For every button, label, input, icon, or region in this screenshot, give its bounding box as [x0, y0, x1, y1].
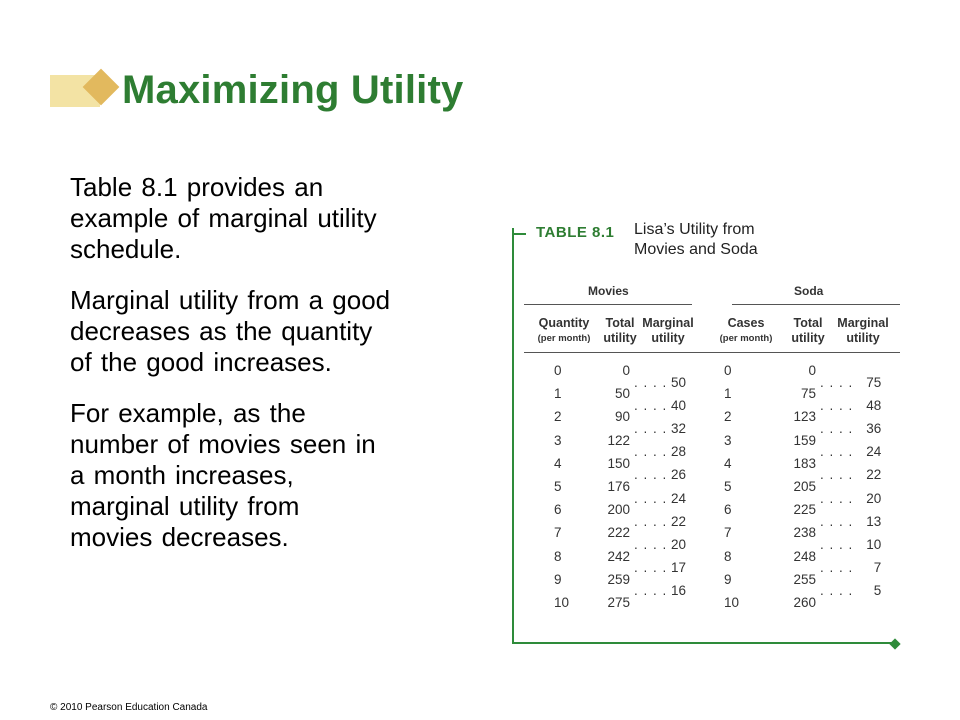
soda-cases-cell: 2	[724, 409, 732, 425]
movies-marginal-cell	[634, 514, 686, 529]
marginal-value: 28	[667, 444, 687, 460]
marginal-value: 5	[873, 583, 882, 599]
movies-marginal-cell	[634, 560, 686, 575]
paragraph-line: number of movies seen in	[70, 429, 376, 459]
marginal-value: 7	[873, 560, 882, 576]
movies-quantity-cell: 7	[554, 525, 562, 541]
table-caption	[634, 220, 854, 260]
leader-dots: . . . .	[634, 397, 668, 413]
soda-marginal-cell	[820, 375, 881, 390]
movies-total-cell: 90	[614, 409, 630, 425]
movies-marginal-cell	[634, 421, 686, 436]
movies-marginal-cell	[634, 491, 686, 506]
soda-marginal-cell	[820, 467, 881, 482]
group-label-movies: Movies	[588, 284, 629, 298]
header-text: utility	[603, 331, 637, 345]
header-text: Total	[793, 316, 823, 330]
marginal-value: 10	[866, 536, 882, 552]
caption-line: Movies and Soda	[634, 241, 758, 258]
movies-quantity-cell: 1	[554, 386, 562, 402]
movies-total-cell: 275	[607, 595, 630, 610]
paragraph-3	[70, 398, 470, 553]
soda-total-cell: 183	[793, 455, 816, 471]
leader-dots: . . . .	[634, 560, 668, 576]
leader-dots: . . . .	[634, 467, 668, 483]
movies-total-cell: 222	[607, 525, 630, 541]
movies-marginal-cell	[634, 537, 686, 552]
leader-dots: . . . .	[820, 420, 854, 436]
figure-top-rule	[514, 233, 526, 235]
header-rule	[524, 352, 900, 353]
marginal-value: 36	[866, 420, 882, 436]
soda-cases-cell: 8	[724, 548, 732, 564]
leader-dots: . . . .	[820, 560, 854, 576]
paragraph-line: For example, as the	[70, 398, 306, 428]
soda-total-cell: 205	[793, 479, 816, 494]
group-rule-soda	[732, 304, 900, 305]
slide-title: Maximizing Utility	[122, 68, 464, 112]
paragraph-line: Marginal utility from a good	[70, 285, 391, 315]
movies-quantity-cell: 4	[554, 455, 562, 471]
movies-total-cell: 200	[607, 502, 630, 518]
header-movies-marginal	[636, 316, 700, 346]
leader-dots: . . . .	[634, 513, 668, 529]
movies-marginal-cell	[634, 398, 686, 413]
header-soda-cases	[710, 316, 782, 346]
leader-dots: . . . .	[820, 536, 854, 552]
marginal-value: 48	[866, 397, 882, 413]
header-movies-quantity	[528, 316, 600, 346]
soda-cases-cell: 5	[724, 479, 732, 494]
leader-dots: . . . .	[634, 536, 668, 552]
movies-quantity-cell: 5	[554, 479, 562, 494]
header-subtext: (per month)	[537, 333, 591, 344]
slide-body-text	[70, 172, 470, 573]
movies-total-cell: 242	[607, 548, 630, 564]
movies-marginal-cell	[634, 375, 686, 390]
soda-cases-cell: 4	[724, 455, 732, 471]
soda-total-cell: 0	[808, 363, 816, 378]
leader-dots: . . . .	[820, 467, 854, 483]
soda-total-cell: 248	[793, 548, 816, 564]
paragraph-line: schedule.	[70, 234, 182, 264]
marginal-value: 50	[667, 374, 687, 390]
soda-total-cell: 75	[800, 386, 816, 402]
soda-marginal-cell	[820, 398, 881, 413]
movies-total-cell: 150	[607, 455, 630, 471]
paragraph-line: decreases as the quantity	[70, 316, 373, 346]
paragraph-line: example of marginal utility	[70, 203, 377, 233]
movies-total-cell: 259	[607, 571, 630, 587]
slide-title-bar	[48, 62, 568, 112]
soda-marginal-cell	[820, 444, 881, 459]
marginal-value: 17	[667, 560, 687, 576]
leader-dots: . . . .	[634, 374, 668, 390]
movies-quantity-cell: 0	[554, 363, 562, 378]
soda-total-cell: 260	[793, 595, 816, 610]
movies-quantity-cell: 9	[554, 571, 562, 587]
soda-cases-cell: 10	[724, 595, 740, 610]
marginal-value: 26	[667, 467, 687, 483]
header-soda-marginal	[828, 316, 898, 346]
marginal-value: 40	[667, 397, 687, 413]
utility-table-figure	[512, 221, 894, 644]
marginal-value: 13	[866, 513, 882, 529]
soda-marginal-cell	[820, 560, 881, 575]
movies-quantity-cell: 8	[554, 548, 562, 564]
soda-total-cell: 159	[793, 432, 816, 448]
group-rule-movies	[524, 304, 692, 305]
movies-total-cell: 176	[607, 479, 630, 494]
header-soda-total	[786, 316, 830, 346]
leader-dots: . . . .	[820, 490, 854, 506]
movies-marginal-cell	[634, 467, 686, 482]
paragraph-line: movies decreases.	[70, 522, 289, 552]
caption-line: Lisa’s Utility from	[634, 221, 755, 238]
header-text: utility	[651, 331, 685, 345]
soda-total-cell: 238	[793, 525, 816, 541]
leader-dots: . . . .	[634, 583, 668, 599]
marginal-value: 16	[667, 583, 687, 599]
soda-total-cell: 123	[793, 409, 816, 425]
leader-dots: . . . .	[820, 583, 854, 599]
copyright-footer: © 2010 Pearson Education Canada	[50, 702, 208, 713]
paragraph-line: marginal utility from	[70, 491, 300, 521]
marginal-value: 22	[667, 513, 687, 529]
movies-total-cell: 122	[607, 432, 630, 448]
movies-total-cell: 0	[622, 363, 630, 378]
paragraph-1	[70, 172, 470, 265]
figure-end-diamond-icon	[889, 638, 900, 649]
leader-dots: . . . .	[820, 444, 854, 460]
header-text: Marginal	[837, 316, 889, 330]
paragraph-line: a month increases,	[70, 460, 294, 490]
paragraph-line: Table 8.1 provides an	[70, 172, 324, 202]
marginal-value: 20	[667, 536, 687, 552]
table-label: TABLE 8.1	[536, 224, 615, 241]
header-text: utility	[791, 331, 825, 345]
marginal-value: 32	[667, 420, 687, 436]
soda-cases-cell: 0	[724, 363, 732, 378]
movies-quantity-cell: 6	[554, 502, 562, 518]
header-text: Total	[605, 316, 635, 330]
marginal-value: 24	[667, 490, 687, 506]
movies-marginal-cell	[634, 583, 686, 598]
paragraph-line: of the good increases.	[70, 347, 332, 377]
marginal-value: 75	[866, 374, 882, 390]
leader-dots: . . . .	[634, 420, 668, 436]
movies-marginal-cell	[634, 444, 686, 459]
header-text: Cases	[727, 316, 765, 330]
marginal-value: 22	[866, 467, 882, 483]
header-text: Quantity	[538, 316, 590, 330]
leader-dots: . . . .	[820, 397, 854, 413]
soda-total-cell: 255	[793, 571, 816, 587]
movies-quantity-cell: 3	[554, 432, 562, 448]
leader-dots: . . . .	[820, 374, 854, 390]
marginal-value: 20	[866, 490, 882, 506]
soda-cases-cell: 1	[724, 386, 732, 402]
soda-cases-cell: 9	[724, 571, 732, 587]
soda-marginal-cell	[820, 537, 881, 552]
paragraph-2	[70, 285, 470, 378]
leader-dots: . . . .	[634, 490, 668, 506]
group-label-soda: Soda	[794, 284, 824, 298]
soda-marginal-cell	[820, 514, 881, 529]
movies-quantity-cell: 2	[554, 409, 562, 425]
soda-marginal-cell	[820, 583, 881, 598]
soda-cases-cell: 6	[724, 502, 732, 518]
marginal-value: 24	[866, 444, 882, 460]
header-text: Marginal	[642, 316, 694, 330]
movies-total-cell: 50	[614, 386, 630, 402]
header-text: utility	[846, 331, 880, 345]
soda-cases-cell: 3	[724, 432, 732, 448]
soda-total-cell: 225	[793, 502, 816, 518]
soda-marginal-cell	[820, 421, 881, 436]
header-subtext: (per month)	[719, 333, 773, 344]
soda-marginal-cell	[820, 491, 881, 506]
leader-dots: . . . .	[634, 444, 668, 460]
movies-quantity-cell: 10	[554, 595, 570, 610]
soda-cases-cell: 7	[724, 525, 732, 541]
leader-dots: . . . .	[820, 513, 854, 529]
